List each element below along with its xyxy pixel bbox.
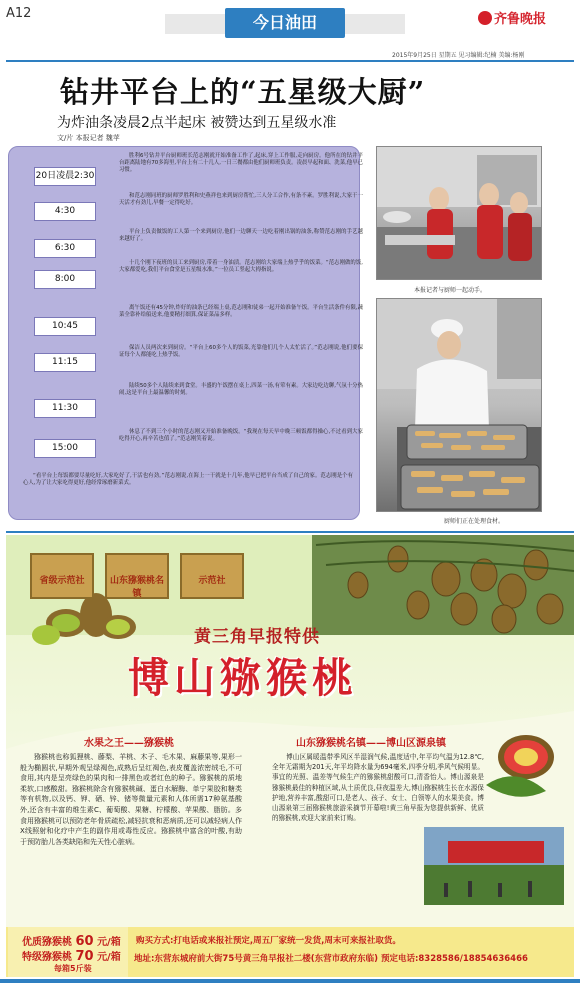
time-label: 10:45 [34, 317, 96, 336]
timeline-paragraph: 陆续50多个人陆续来到食堂。丰盛的午饭摆在桌上,四菜一汤,有荤有素。大家边吃边聊,气氛十分热闹,这是平台上最温馨的时刻。 [119, 383, 363, 397]
time-label: 6:30 [34, 239, 96, 258]
time-label: 11:30 [34, 399, 96, 418]
photo-kitchen-staff [376, 146, 542, 280]
time-label: 20日凌晨2:30 [34, 167, 96, 186]
timeline-paragraph: 和范志刚同班的厨师罗胜利和史燕祥也来到厨房帮忙,三人分工合作,有条不紊。罗胜利说,大家干一天活才有劲儿,早餐一定得吃好。 [119, 193, 363, 207]
address-phone: 地址:东营东城府前大街75号黄三角早报社二楼(东营市政府东临) 预定电话:8328586/18854636466 [134, 954, 528, 964]
ad-subtitle: 黄三角早报特供 [194, 627, 320, 647]
logo-text: 齐鲁晚报 [494, 12, 547, 27]
per-box-note: 每箱5斤装 [54, 964, 92, 973]
photo-kitchen-staff-art [377, 147, 542, 280]
subheadline: 为炸油条凌晨2点半起床 被赞达到五星级水准 [57, 115, 337, 131]
plaque-text: 山东猕猴桃名镇 [109, 576, 164, 599]
newspaper-logo [478, 8, 546, 27]
plaque-text: 省级示范社 [39, 576, 85, 586]
header-rule [6, 60, 574, 62]
time-label: 15:00 [34, 439, 96, 458]
time-label: 11:15 [34, 353, 96, 372]
closing-paragraph: “看平台上每饭都要尽量吃好,大家吃好了,干活也有劲。”范志刚说,在海上一干就是十几年,他早已把平台当成了自己的家。范志刚是个有心人,为了让大家吃得更好,他经常琢磨新菜式。 [23, 473, 353, 487]
headline: 钻井平台上的“五星级大厨” [60, 75, 426, 109]
price-box [8, 927, 128, 977]
photo-caption: 本报记者与厨师一起动手。 [414, 287, 487, 294]
byline: 文/片 本报记者 魏苹 [57, 134, 120, 142]
timeline-paragraph: 十几个刚下夜班的员工来到厨房,带着一身油渍。范志刚给大家端上热乎乎的饭菜。“范志刚做的饭,大家都爱吃,我们平台食堂是五星级水准。”一位员工竖起大拇指说。 [119, 260, 363, 274]
ad-section-text: 猕猴桃也称狐狸桃、藤梨、羊桃、木子、毛木果、麻藤果等,果形一般为椭圆状,早期外观呈绿褐色,成熟后呈红褐色,表皮覆盖浓密绒毛,不可食用,其内是呈亮绿色的果肉和一排黑色或者红色的种子。猕猴桃的质地柔软,口感酸甜。猕猴桃除含有猕猴桃碱、蛋白水解酶、单宁果胶和糖类等有机物,以及钙、钾、硒、锌、锗等微量元素和人体所需17种氨基酸外,还含有丰富的维生素C、葡萄酸、果糖、柠檬酸、苹果酸、脂肪。多食用猕猴桃可以预防老年骨质疏松,减轻抗衰和恶病质,还可以减轻病人作X线照射和化疗中产生的副作用或毒性反应。猕猴桃中富含的叶酸,有助于预防胎儿各类缺陷和先天性心脏病。 [20, 753, 242, 846]
ad-section-title: 水果之王——猕猴桃 [84, 738, 174, 749]
price-premium [22, 948, 121, 964]
timeline-paragraph: 离午饭还有45分钟,炸好的油条已经端上桌,范志刚和徒弟一起开始准备午饭。平台生活条件有限,蔬菜全靠补给船送来,他要精打细算,保证菜品多样。 [119, 305, 363, 319]
timeline-paragraph: 平台上负责做饭的工人第一个来到厨房,他们一边聊天一边吃着刚出锅的油条,称赞范志刚的手艺越来越好了。 [119, 229, 363, 243]
ad-title: 博山猕猴桃 [128, 654, 358, 702]
logo-icon [478, 11, 492, 25]
section-divider [6, 531, 574, 533]
price-value: 60 [75, 934, 94, 949]
purchase-method: 购买方式:打电话或来报社预定,周五厂家统一发货,周末可来报社取货。 [136, 936, 401, 946]
price-unit: 元/箱 [97, 937, 121, 948]
plaque-text: 示范社 [198, 576, 226, 586]
price-label: 优质猕猴桃 [22, 937, 72, 948]
price-value: 70 [75, 949, 94, 964]
section-title: 今日油田 [225, 8, 345, 38]
photo-caption: 厨师们正在处理食材。 [444, 518, 505, 525]
timeline-paragraph: 胜利6号钻井平台厨师班长范志刚就开始准备工作了,起床,穿上工作服,走向厨房。他所在的钻井平台距离陆地有70多海里,平台上有二十几人,一日三餐都由他们厨师班负责。凌晨早起和面、洗菜,他早已习惯。 [119, 153, 363, 174]
time-label: 8:00 [34, 270, 96, 289]
price-unit: 元/箱 [97, 952, 121, 963]
award-plaque [105, 553, 169, 599]
dateline: 2015年9月25日 星期五 见习编辑:纪楠 美编:杨刚 [392, 52, 525, 59]
ad-section-text: 博山区属暖温带季风区半湿润气候,温度适中,年平均气温为12.8℃,全年无霜期为201天,年平均降水量为694毫米,四季分明,季风气候明显。事宜的光照、温差等气候生产的猕猴桃甜酸可口,清香怡人。博山源泉是猕猴桃最佳的种植区域,从土质优良,昼夜温差大,博山猕猴桃生长在水源保护地,营养丰富,酸甜可口,是老人、孩子、女士、白领等人的水果美食。博山源泉第三届猕猴桃旅游采摘节开幕啦!黄三角早报为您提供新鲜、优质的猕猴桃,欢迎大家前来订购。 [272, 753, 484, 823]
timeline-paragraph: 保洁人员两次来到厨房。“平台上60多个人的饭菜,光靠他们几个人太忙活了。”范志刚说,他们要保证每个人都能吃上热乎饭。 [119, 345, 363, 359]
award-plaque [30, 553, 94, 599]
footer-rule [0, 979, 580, 983]
time-label: 4:30 [34, 202, 96, 221]
photo-food-prep-art [377, 299, 542, 512]
page-number: A12 [6, 6, 32, 21]
ad-section-title: 山东猕猴桃名镇——博山区源泉镇 [296, 738, 446, 749]
award-plaque [180, 553, 244, 599]
photo-food-prep [376, 298, 542, 512]
timeline-panel [8, 146, 363, 520]
timeline-paragraph: 休息了不到三个小时的范志刚又开始准备晚饭。“我现在每天早中晚三顿饭都得操心,不过看到大家吃得开心,再辛苦也值了。”范志刚笑着说。 [119, 429, 363, 443]
price-label: 特级猕猴桃 [22, 952, 72, 963]
price-standard [22, 933, 121, 949]
